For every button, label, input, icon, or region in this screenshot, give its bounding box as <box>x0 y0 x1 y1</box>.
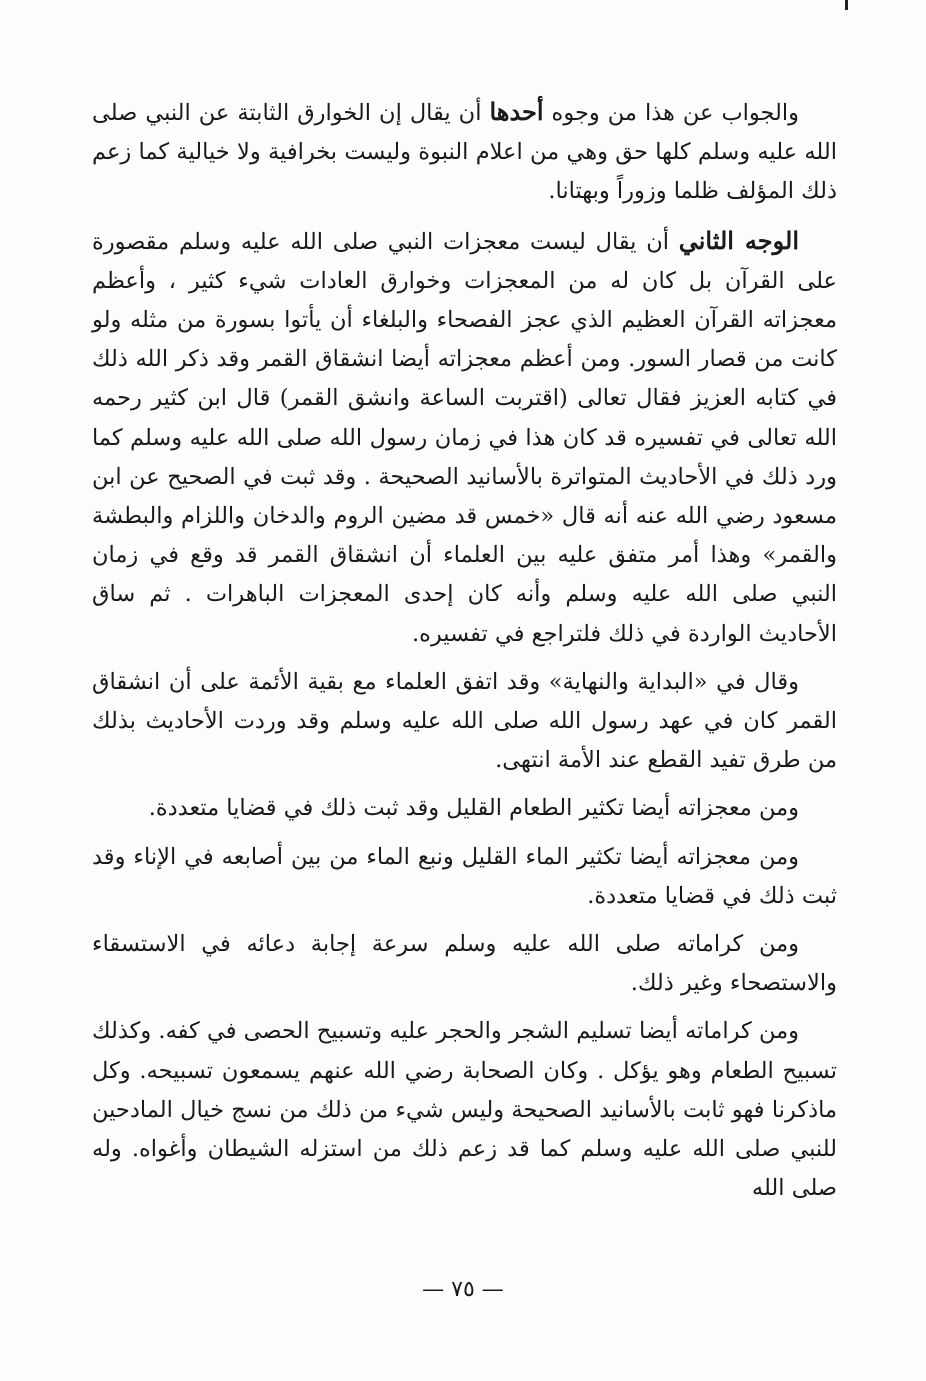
paragraph-3 <box>92 663 837 781</box>
paragraph-4-body: ومن معجزاته أيضا تكثير الطعام القليل وقد ثبت ذلك في قضايا متعددة. <box>148 795 799 822</box>
page-corner-mark <box>845 0 848 10</box>
paragraph-2-keyword: الوجه الثاني <box>678 225 800 255</box>
paragraph-1-lead: والجواب عن هذا من وجوه <box>543 100 799 126</box>
page-number: — ٧٥ — <box>422 1277 504 1302</box>
paragraph-4 <box>92 789 837 828</box>
paragraph-1-keyword: أحدها <box>489 97 544 126</box>
paragraph-6-body: ومن كراماته صلى الله عليه وسلم سرعة إجابة دعائه في الاستسقاء والاستصحاء وغير ذلك. <box>92 931 837 997</box>
paragraph-7-body: ومن كراماته أيضا تسليم الشجر والحجر عليه وتسبيح الحصى في كفه. وكذلك تسبيح الطعام وهو يؤكل . وكان الصحابة رضي الله عنهم يسمعون تسبيحه. وكل ماذكرنا فهو ثابت بالأسانيد الصحيحة وليس شيء من ذلك من نسج خيال المادحين للنبي صلى الله عليه وسلم كما قد زعم ذلك من استزله الشيطان وأغواه. وله صلى الله <box>92 1018 837 1202</box>
body-text <box>92 92 837 1217</box>
paragraph-1 <box>92 92 837 212</box>
paragraph-5 <box>92 838 837 916</box>
paragraph-5-body: ومن معجزاته أيضا تكثير الماء القليل ونبع الماء من بين أصابعه في الإناء وقد ثبت ذلك في قضايا متعددة. <box>92 843 837 909</box>
paragraph-1-body: أن يقال إن الخوارق الثابتة عن النبي صلى الله عليه وسلم كلها حق وهي من اعلام النبوة وليست بخرافية ولا خيالية كما زعم ذلك المؤلف ظلما وزوراً وبهتانا. <box>92 100 837 205</box>
paragraph-7 <box>92 1012 837 1208</box>
paragraph-2-body: أن يقال ليست معجزات النبي صلى الله عليه وسلم مقصورة على القرآن بل كان له من المعجزات وخوارق العادات شيء كثير ، وأعظم معجزاته القرآن العظيم الذي عجز الفصحاء والبلغاء أن يأتوا بسورة من مثله ولو كانت من قصار السور. ومن أعظم معجزاته أيضا انشقاق القمر وقد ذكر الله ذلك في كتابه العزيز فقال تعالى (اقتربت الساعة وانشق القمر) قال ابن كثير رحمه الله تعالى في تفسيره قد كان هذا في زمان رسول الله صلى الله عليه وسلم كما ورد ذلك في الأحاديث المتواترة بالأسانيد الصحيحة . وقد ثبت في الصحيح عن ابن مسعود رضي الله عنه أنه قال «خمس قد مضين الروم والدخان واللزام والبطشة والقمر» وهذا أمر متفق عليه بين العلماء أن انشقاق القمر قد وقع في زمان النبي صلى الله عليه وسلم وأنه كان إحدى المعجزات الباهرات . ثم ساق الأحاديث الواردة في ذلك فلتراجع في تفسيره. <box>92 228 837 647</box>
paragraph-6 <box>92 925 837 1003</box>
paragraph-3-body: وقال في «البداية والنهاية» وقد اتفق العلماء مع بقية الأئمة على أن انشقاق القمر كان في عهد رسول الله صلى الله عليه وسلم وقد وردت الأحاديث بذلك من طرق تفيد القطع عند الأمة انتهى. <box>92 668 837 774</box>
paragraph-2 <box>92 221 837 654</box>
